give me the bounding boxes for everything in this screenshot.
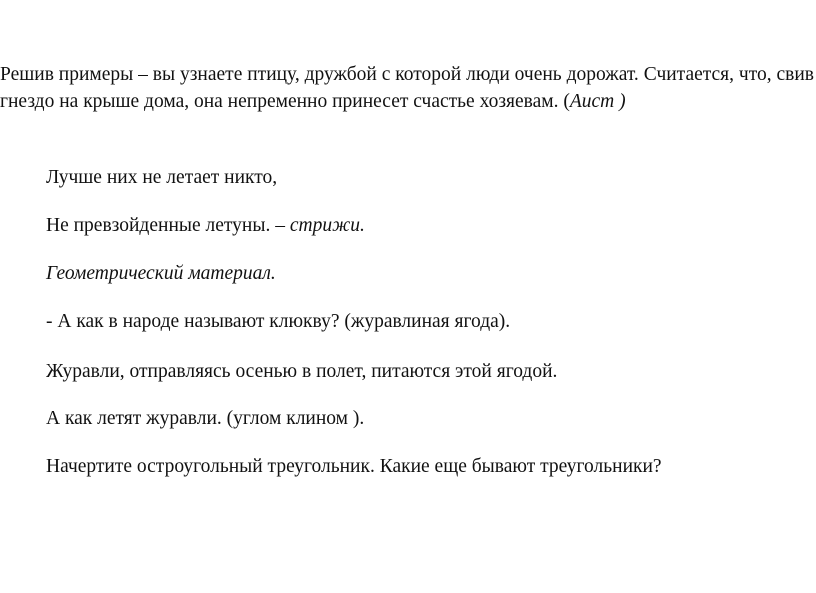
intro-paragraph: [0, 62, 814, 115]
task-draw-triangle: Начертите остроугольный треугольник. Какие еще бывают треугольники?: [46, 456, 662, 477]
intro-answer-open: (: [563, 90, 570, 112]
riddle-line-2: [46, 214, 365, 238]
riddle-line-1: Лучше них не летает никто,: [46, 167, 278, 188]
question-cranes-flight: А как летят журавли. (углом клином ).: [46, 408, 365, 429]
statement-cranes-food: Журавли, отправляясь осенью в полет, питаются этой ягодой.: [46, 361, 558, 382]
riddle-line-2-text: Не превзойденные летуны. –: [46, 215, 290, 236]
intro-answer: Аист ): [569, 90, 626, 112]
section-heading-geometry: Геометрический материал.: [46, 263, 276, 284]
riddle-answer-swifts: стрижи.: [289, 215, 365, 236]
intro-text: Решив примеры – вы узнаете птицу, дружбой с которой люди очень дорожат. Считается, что, свив гнездо на крыше дома, она непременно принесет счастье хозяевам.: [0, 64, 814, 112]
question-cranberry: - А как в народе называют клюкву? (журавлиная ягода).: [46, 311, 511, 332]
